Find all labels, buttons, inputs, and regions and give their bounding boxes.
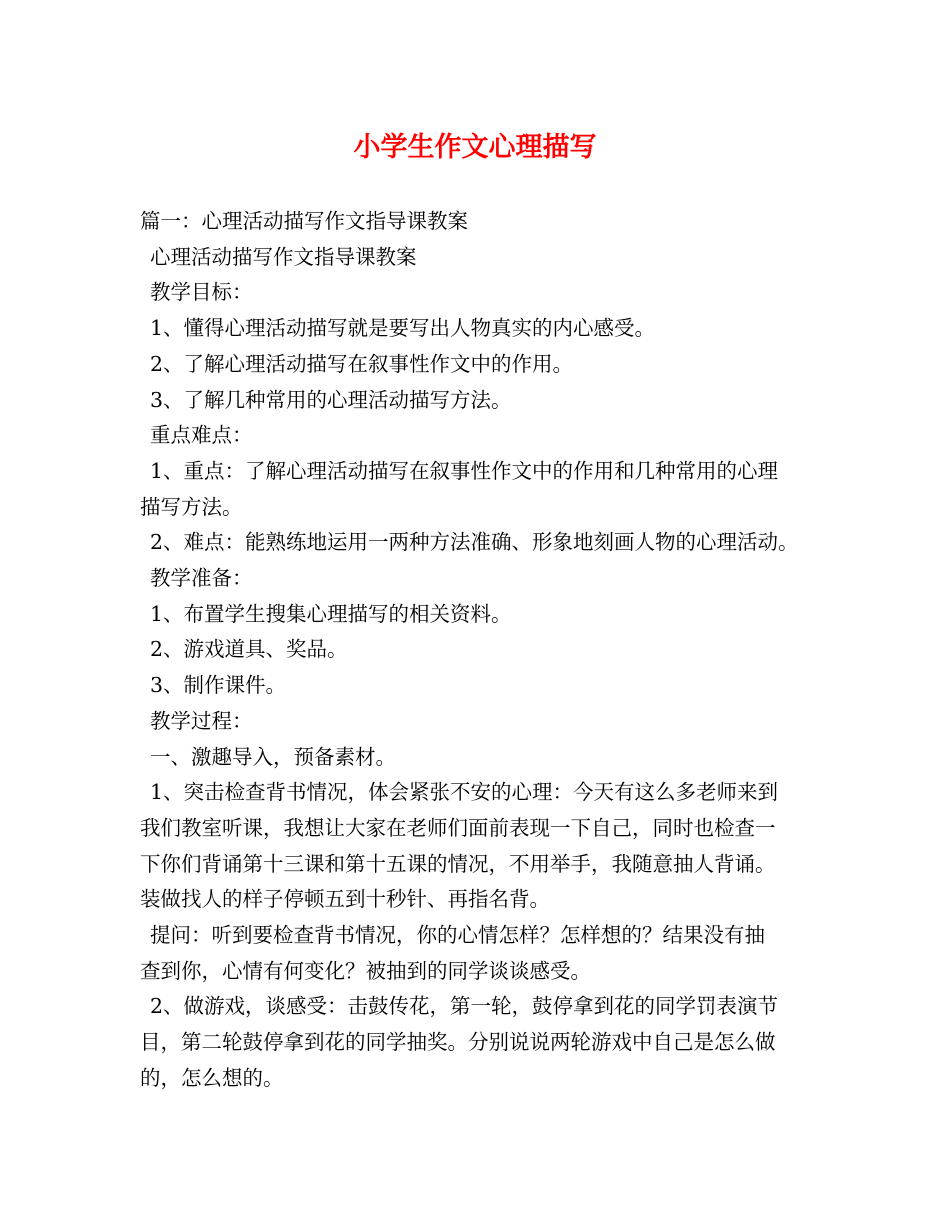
paragraph-line: 1、重点：了解心理活动描写在叙事性作文中的作用和几种常用的心理	[150, 458, 779, 483]
paragraph-line: 我们教室听课，我想让大家在老师们面前表现一下自己，同时也检查一	[140, 815, 776, 840]
paragraph-line: 教学目标：	[150, 280, 253, 305]
page-title: 小学生作文心理描写	[353, 132, 597, 163]
paragraph-line: 提问：听到要检查背书情况，你的心情怎样？怎样想的？结果没有抽	[150, 923, 765, 948]
paragraph-line: 的，怎么想的。	[140, 1065, 284, 1090]
paragraph-line: 篇一：心理活动描写作文指导课教案	[140, 209, 468, 233]
paragraph-line: 目，第二轮鼓停拿到花的同学抽奖。分别说说两轮游戏中自己是怎么做	[140, 1030, 776, 1055]
paragraph-line: 教学准备：	[150, 566, 253, 591]
paragraph-line: 教学过程：	[150, 708, 253, 733]
paragraph-line: 一、激趣导入，预备素材。	[150, 744, 396, 769]
paragraph-line: 2、难点：能熟练地运用一两种方法准确、形象地刻画人物的心理活动。	[150, 530, 799, 555]
paragraph-line: 2、游戏道具、奖品。	[150, 637, 348, 662]
paragraph-line: 装做找人的样子停顿五到十秒针、再指名背。	[140, 887, 550, 912]
paragraph-line: 下你们背诵第十三课和第十五课的情况，不用举手，我随意抽人背诵。	[140, 851, 776, 876]
paragraph-line: 重点难点：	[150, 423, 253, 448]
paragraph-line: 心理活动描写作文指导课教案	[150, 244, 417, 269]
paragraph-line: 1、布置学生搜集心理描写的相关资料。	[150, 601, 512, 626]
paragraph-line: 2、做游戏，谈感受：击鼓传花，第一轮，鼓停拿到花的同学罚表演节	[150, 994, 779, 1019]
paragraph-line: 3、了解几种常用的心理活动描写方法。	[150, 387, 512, 412]
paragraph-line: 查到你，心情有何变化？被抽到的同学谈谈感受。	[140, 958, 591, 983]
paragraph-line: 描写方法。	[140, 494, 243, 519]
document-body	[140, 204, 820, 1097]
paragraph-line: 3、制作课件。	[150, 673, 287, 698]
paragraph-line: 1、懂得心理活动描写就是要写出人物真实的内心感受。	[150, 316, 656, 341]
paragraph-line: 2、了解心理活动描写在叙事性作文中的作用。	[150, 351, 574, 376]
paragraph-line: 1、突击检查背书情况，体会紧张不安的心理：今天有这么多老师来到	[150, 780, 779, 805]
